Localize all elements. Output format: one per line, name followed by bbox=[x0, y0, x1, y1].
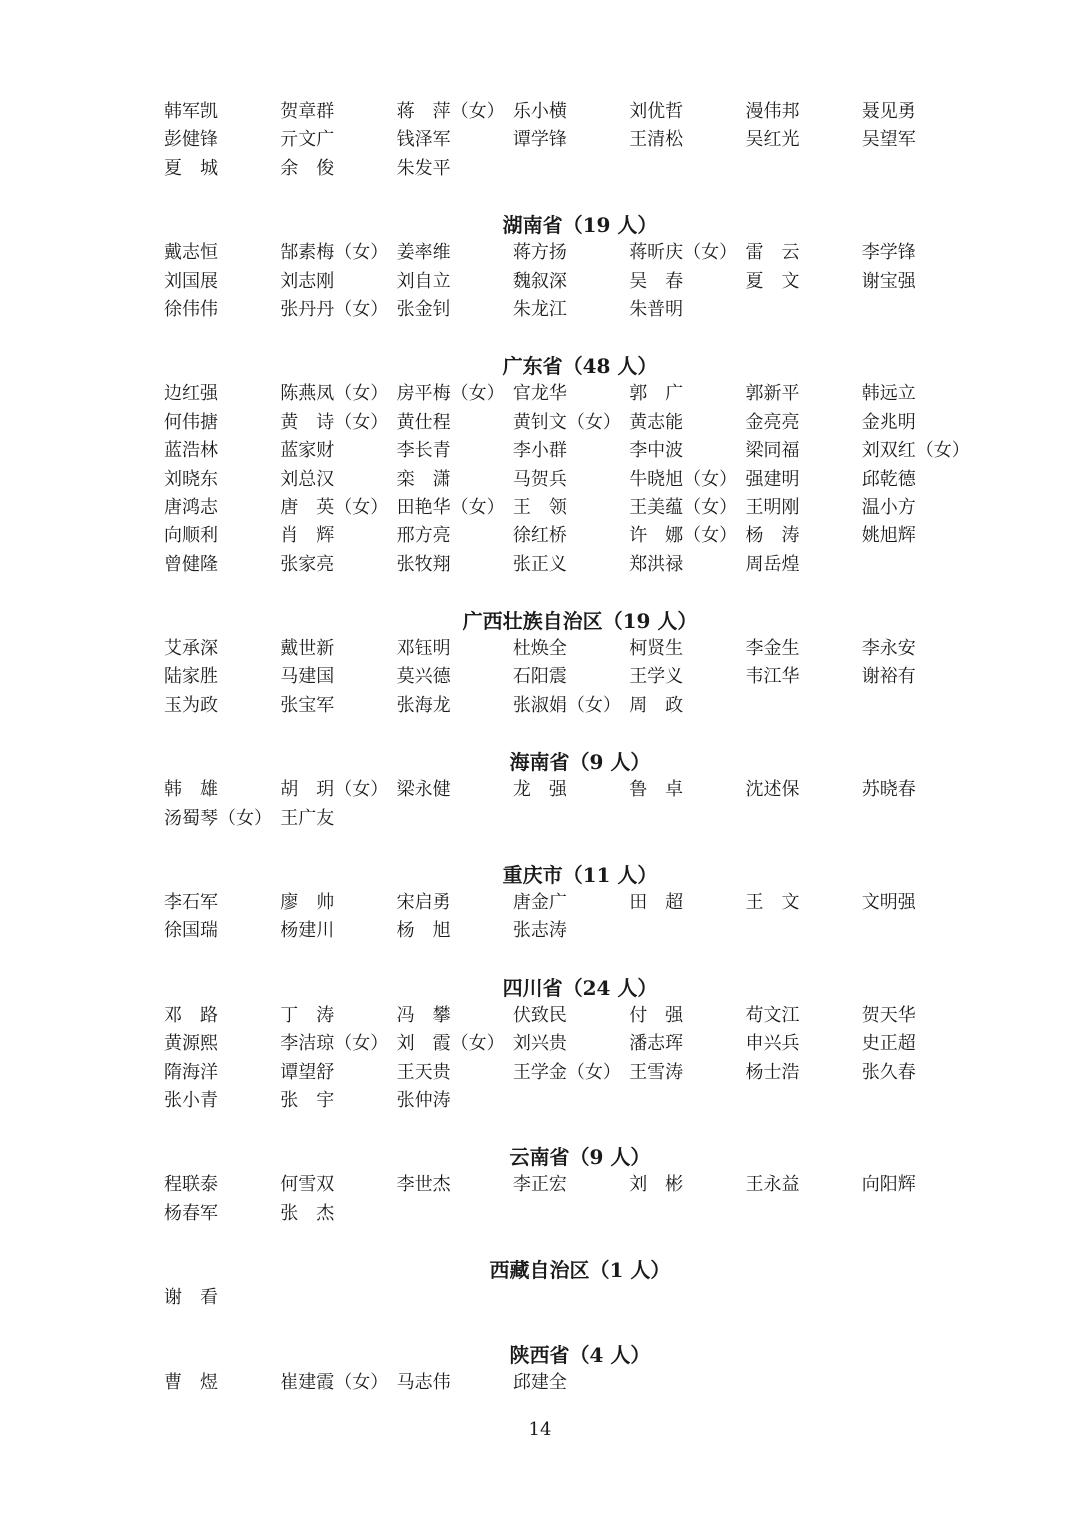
person-name: 黄仕程 bbox=[396, 411, 451, 433]
person-name: 吴望军 bbox=[861, 129, 916, 151]
person-name: 田 超 bbox=[629, 892, 684, 914]
name-row bbox=[164, 1369, 984, 1397]
person-name: 刘双红（女） bbox=[861, 440, 970, 462]
person-name: 曹 煜 bbox=[164, 1371, 218, 1393]
person-name: 张小青 bbox=[164, 1089, 218, 1111]
person-name: 郭 广 bbox=[629, 383, 684, 405]
province-section bbox=[164, 861, 984, 946]
person-name: 张金钊 bbox=[396, 298, 451, 320]
person-name: 漫伟邦 bbox=[745, 101, 800, 122]
name-row bbox=[164, 98, 984, 126]
person-name: 胡 玥（女） bbox=[280, 779, 389, 801]
person-name: 吴 春 bbox=[629, 270, 684, 292]
person-name: 杨 旭 bbox=[396, 920, 451, 942]
province-heading: 广西壮族自治区（19 人） bbox=[462, 609, 698, 634]
person-name: 王清松 bbox=[629, 129, 684, 151]
person-name: 杨士浩 bbox=[745, 1061, 800, 1083]
province-heading: 陕西省（4 人） bbox=[509, 1342, 651, 1367]
person-name: 何伟搪 bbox=[164, 411, 218, 433]
name-row bbox=[164, 268, 984, 296]
person-name: 吴红光 bbox=[745, 129, 800, 151]
person-name: 马志伟 bbox=[396, 1371, 451, 1393]
person-name: 邱乾德 bbox=[861, 468, 916, 490]
person-name: 张牧翔 bbox=[396, 553, 451, 575]
person-name: 谭望舒 bbox=[280, 1061, 335, 1083]
person-name: 张正义 bbox=[512, 553, 567, 575]
person-name: 徐伟伟 bbox=[164, 298, 218, 320]
person-name: 李世杰 bbox=[396, 1174, 451, 1196]
person-name: 栾 潇 bbox=[396, 468, 451, 490]
person-name: 廖 帅 bbox=[280, 892, 335, 914]
province-section bbox=[164, 748, 984, 833]
person-name: 唐 英（女） bbox=[280, 496, 389, 518]
province-section bbox=[164, 1341, 984, 1397]
person-name: 邓 路 bbox=[164, 1004, 218, 1026]
person-name: 邢方亮 bbox=[396, 525, 451, 547]
person-name: 王天贵 bbox=[396, 1061, 451, 1083]
person-name: 徐国瑞 bbox=[164, 920, 218, 942]
person-name: 蒋 萍（女） bbox=[396, 101, 505, 122]
person-name: 刘 彬 bbox=[629, 1174, 684, 1196]
person-name: 张宝军 bbox=[280, 694, 335, 716]
person-name: 王永益 bbox=[745, 1174, 800, 1196]
person-name: 马建国 bbox=[280, 666, 335, 688]
person-name: 韩军凯 bbox=[164, 101, 218, 122]
person-name: 刘优哲 bbox=[629, 101, 684, 122]
person-name: 刘 霞（女） bbox=[396, 1033, 505, 1055]
person-name: 张家亮 bbox=[280, 553, 335, 575]
person-name: 曾健隆 bbox=[164, 553, 218, 575]
person-name: 李小群 bbox=[512, 440, 567, 462]
person-name: 崔建霞（女） bbox=[280, 1371, 389, 1393]
name-row bbox=[164, 522, 984, 550]
name-row bbox=[164, 409, 984, 437]
person-name: 黄 诗（女） bbox=[280, 411, 389, 433]
person-name: 蓝浩林 bbox=[164, 440, 218, 462]
person-name: 余 俊 bbox=[280, 157, 335, 179]
person-name: 唐金广 bbox=[512, 892, 567, 914]
province-heading: 广东省（48 人） bbox=[502, 354, 658, 379]
person-name: 苏晓春 bbox=[861, 779, 916, 801]
person-name: 边红强 bbox=[164, 383, 218, 405]
person-name: 张丹丹（女） bbox=[280, 298, 389, 320]
person-name: 刘晓东 bbox=[164, 468, 218, 490]
name-row bbox=[164, 635, 984, 663]
name-row bbox=[164, 437, 984, 465]
name-row bbox=[164, 551, 984, 579]
province-section bbox=[164, 974, 984, 1116]
person-name: 艾承深 bbox=[164, 638, 218, 660]
person-name: 王广友 bbox=[280, 807, 335, 829]
person-name: 石阳震 bbox=[512, 666, 567, 688]
province-section bbox=[164, 1143, 984, 1228]
person-name: 房平梅（女） bbox=[396, 383, 505, 405]
person-name: 韩远立 bbox=[861, 383, 916, 405]
page-number: 14 bbox=[528, 1419, 552, 1440]
person-name: 杨建川 bbox=[280, 920, 335, 942]
person-name: 强建明 bbox=[745, 468, 800, 490]
person-name: 夏 文 bbox=[745, 270, 800, 292]
person-name: 李金生 bbox=[745, 638, 800, 660]
person-name: 柯贤生 bbox=[629, 638, 684, 660]
person-name: 聂见勇 bbox=[861, 101, 916, 122]
person-name: 贺天华 bbox=[861, 1004, 916, 1026]
province-section bbox=[164, 98, 984, 183]
person-name: 魏叙深 bbox=[512, 270, 567, 292]
person-name: 戴世新 bbox=[280, 638, 335, 660]
name-row bbox=[164, 1087, 984, 1115]
person-name: 贺章群 bbox=[280, 101, 335, 122]
person-name: 田艳华（女） bbox=[396, 496, 505, 518]
name-row bbox=[164, 663, 984, 691]
person-name: 唐鸿志 bbox=[164, 496, 218, 518]
person-name: 朱普明 bbox=[629, 298, 684, 320]
person-name: 彭健锋 bbox=[164, 129, 218, 151]
person-name: 鲁 卓 bbox=[629, 779, 684, 801]
person-name: 隋海洋 bbox=[164, 1061, 218, 1083]
person-name: 邱建全 bbox=[512, 1371, 567, 1393]
person-name: 刘国展 bbox=[164, 270, 218, 292]
person-name: 文明强 bbox=[861, 892, 916, 914]
person-name: 谭学锋 bbox=[512, 129, 567, 151]
province-section bbox=[164, 211, 984, 324]
name-row bbox=[164, 466, 984, 494]
person-name: 温小方 bbox=[861, 496, 916, 518]
person-name: 许 娜（女） bbox=[629, 525, 738, 547]
person-name: 宋启勇 bbox=[396, 892, 451, 914]
person-name: 邓钰明 bbox=[396, 638, 451, 660]
person-name: 亓文广 bbox=[280, 129, 335, 151]
person-name: 李永安 bbox=[861, 638, 916, 660]
person-name: 李正宏 bbox=[512, 1174, 567, 1196]
person-name: 韩 雄 bbox=[164, 779, 218, 801]
person-name: 刘自立 bbox=[396, 270, 451, 292]
person-name: 姚旭辉 bbox=[861, 525, 916, 547]
person-name: 李石军 bbox=[164, 892, 218, 914]
person-name: 刘兴贵 bbox=[512, 1033, 567, 1055]
person-name: 钱泽军 bbox=[396, 129, 451, 151]
name-row bbox=[164, 380, 984, 408]
person-name: 王学金（女） bbox=[512, 1061, 621, 1083]
person-name: 刘志刚 bbox=[280, 270, 335, 292]
person-name: 玉为政 bbox=[164, 694, 218, 716]
person-name: 张海龙 bbox=[396, 694, 451, 716]
name-list bbox=[164, 98, 984, 1397]
person-name: 王雪涛 bbox=[629, 1061, 684, 1083]
person-name: 朱发平 bbox=[396, 157, 451, 179]
province-heading: 海南省（9 人） bbox=[509, 750, 651, 775]
person-name: 黄志能 bbox=[629, 411, 684, 433]
person-name: 杜焕全 bbox=[512, 638, 567, 660]
province-section bbox=[164, 607, 984, 720]
province-heading: 四川省（24 人） bbox=[502, 975, 658, 1000]
person-name: 申兴兵 bbox=[745, 1033, 800, 1055]
person-name: 蓝家财 bbox=[280, 440, 335, 462]
person-name: 何雪双 bbox=[280, 1174, 335, 1196]
person-name: 戴志恒 bbox=[164, 242, 218, 264]
person-name: 王明刚 bbox=[745, 496, 800, 518]
name-row bbox=[164, 776, 984, 804]
person-name: 张仲涛 bbox=[396, 1089, 451, 1111]
person-name: 莫兴德 bbox=[396, 666, 451, 688]
person-name: 黄源熙 bbox=[164, 1033, 218, 1055]
person-name: 蒋方扬 bbox=[512, 242, 567, 264]
province-heading: 重庆市（11 人） bbox=[502, 863, 658, 888]
person-name: 张淑娟（女） bbox=[512, 694, 621, 716]
province-heading: 湖南省（19 人） bbox=[502, 213, 658, 238]
name-row bbox=[164, 1030, 984, 1058]
person-name: 周岳煌 bbox=[745, 553, 800, 575]
person-name: 刘总汉 bbox=[280, 468, 335, 490]
person-name: 杨春军 bbox=[164, 1202, 218, 1224]
person-name: 雷 云 bbox=[745, 242, 800, 264]
person-name: 周 政 bbox=[629, 694, 684, 716]
name-row bbox=[164, 917, 984, 945]
person-name: 向顺利 bbox=[164, 525, 218, 547]
person-name: 王美蕴（女） bbox=[629, 496, 738, 518]
person-name: 夏 城 bbox=[164, 157, 218, 179]
person-name: 谢裕有 bbox=[861, 666, 916, 688]
name-row bbox=[164, 805, 984, 833]
person-name: 郭新平 bbox=[745, 383, 800, 405]
person-name: 李中波 bbox=[629, 440, 684, 462]
person-name: 张 宇 bbox=[280, 1089, 335, 1111]
person-name: 陆家胜 bbox=[164, 666, 218, 688]
person-name: 朱龙江 bbox=[512, 298, 567, 320]
person-name: 梁同福 bbox=[745, 440, 800, 462]
person-name: 金兆明 bbox=[861, 411, 916, 433]
person-name: 潘志珲 bbox=[629, 1033, 684, 1055]
province-section bbox=[164, 1256, 984, 1312]
person-name: 杨 涛 bbox=[745, 525, 800, 547]
person-name: 张 杰 bbox=[280, 1202, 335, 1224]
name-row bbox=[164, 1200, 984, 1228]
name-row bbox=[164, 155, 984, 183]
name-row bbox=[164, 889, 984, 917]
person-name: 李长青 bbox=[396, 440, 451, 462]
person-name: 谢 看 bbox=[164, 1287, 218, 1309]
province-section bbox=[164, 352, 984, 579]
person-name: 程联泰 bbox=[164, 1174, 218, 1196]
person-name: 谢宝强 bbox=[861, 270, 916, 292]
person-name: 姜率维 bbox=[396, 242, 451, 264]
person-name: 马贺兵 bbox=[512, 468, 567, 490]
person-name: 肖 辉 bbox=[280, 525, 335, 547]
name-row bbox=[164, 239, 984, 267]
person-name: 乐小横 bbox=[512, 101, 567, 122]
person-name: 丁 涛 bbox=[280, 1004, 335, 1026]
person-name: 张志涛 bbox=[512, 920, 567, 942]
person-name: 龙 强 bbox=[512, 779, 567, 801]
person-name: 汤蜀琴（女） bbox=[164, 807, 272, 829]
province-heading: 西藏自治区（1 人） bbox=[489, 1258, 671, 1283]
person-name: 李学锋 bbox=[861, 242, 916, 264]
name-row bbox=[164, 494, 984, 522]
person-name: 黄钊文（女） bbox=[512, 411, 621, 433]
person-name: 苟文江 bbox=[745, 1004, 800, 1026]
name-row bbox=[164, 1002, 984, 1030]
person-name: 王 文 bbox=[745, 892, 800, 914]
person-name: 陈燕凤（女） bbox=[280, 383, 389, 405]
person-name: 金亮亮 bbox=[745, 411, 800, 433]
person-name: 向阳辉 bbox=[861, 1174, 916, 1196]
name-row bbox=[164, 1171, 984, 1199]
person-name: 郑洪禄 bbox=[629, 553, 684, 575]
person-name: 史正超 bbox=[861, 1033, 916, 1055]
person-name: 郜素梅（女） bbox=[280, 242, 389, 264]
person-name: 王学义 bbox=[629, 666, 684, 688]
name-row bbox=[164, 1284, 984, 1312]
name-row bbox=[164, 126, 984, 154]
province-heading: 云南省（9 人） bbox=[509, 1145, 651, 1170]
name-row bbox=[164, 296, 984, 324]
name-row bbox=[164, 1059, 984, 1087]
person-name: 王 领 bbox=[512, 496, 567, 518]
person-name: 张久春 bbox=[861, 1061, 916, 1083]
person-name: 牛晓旭（女） bbox=[629, 468, 738, 490]
person-name: 李洁琼（女） bbox=[280, 1033, 389, 1055]
person-name: 付 强 bbox=[629, 1004, 684, 1026]
person-name: 徐红桥 bbox=[512, 525, 567, 547]
person-name: 冯 攀 bbox=[396, 1004, 451, 1026]
name-row bbox=[164, 692, 984, 720]
person-name: 沈述保 bbox=[745, 779, 800, 801]
person-name: 梁永健 bbox=[396, 779, 451, 801]
person-name: 官龙华 bbox=[512, 383, 567, 405]
person-name: 韦江华 bbox=[745, 666, 800, 688]
person-name: 蒋昕庆（女） bbox=[629, 242, 738, 264]
person-name: 伏致民 bbox=[512, 1004, 567, 1026]
